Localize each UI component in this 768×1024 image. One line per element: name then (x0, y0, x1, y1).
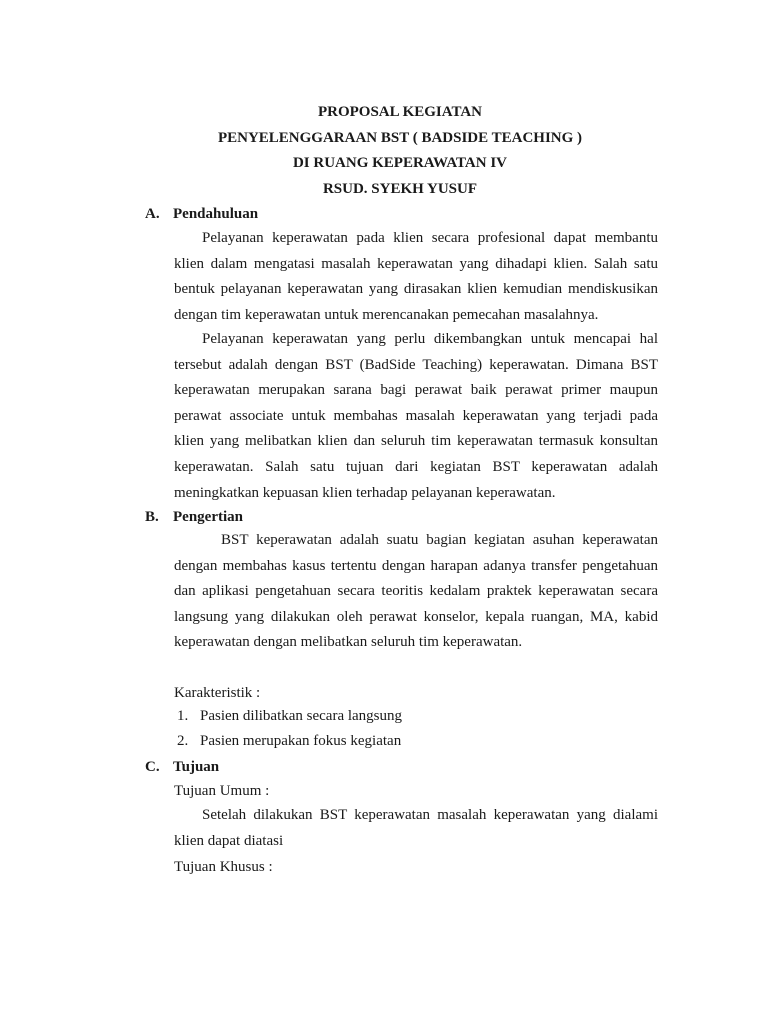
section-a-letter: A. (145, 206, 160, 222)
title-line-1: PROPOSAL KEGIATAN (317, 104, 483, 120)
list-item-text: Pasien dilibatkan secara langsung (200, 708, 403, 724)
tujuan-umum-label: Tujuan Umum : (174, 783, 270, 799)
section-b-title: Pengertian (173, 509, 243, 525)
section-b-paragraph-1: BST keperawatan adalah suatu bagian kegiatan asuhan keperawatan dengan membahas kasus tertentu dengan harapan adanya transfer pengetahuan dan aplikasi pengetahuan secara teoritis kedalam praktek keperawatan secara langsung yang dilakukan oleh perawat konselor, kepala ruangan, MA, kabid keperawatan dengan melibatkan seluruh tim keperawatan. (174, 532, 658, 651)
list-item (177, 707, 402, 725)
section-c-heading (145, 758, 219, 776)
section-b-letter: B. (145, 509, 159, 525)
section-a-heading (145, 205, 258, 223)
title-line-4: RSUD. SYEKH YUSUF (322, 181, 478, 197)
tujuan-khusus-label: Tujuan Khusus : (174, 859, 273, 875)
title-line-2: PENYELENGGARAAN BST ( BADSIDE TEACHING ) (217, 130, 583, 146)
list-item-text: Pasien merupakan fokus kegiatan (200, 733, 402, 749)
section-b-heading (145, 508, 243, 526)
section-c-paragraph-1: Setelah dilakukan BST keperawatan masalah keperawatan yang dialami klien dapat diatasi (174, 807, 658, 849)
section-a-paragraph-1: Pelayanan keperawatan pada klien secara profesional dapat membantu klien dalam mengatasi masalah keperawatan yang dihadapi klien. Salah satu bentuk pelayanan keperawatan yang dirasakan klien kemudian mendiskusikan dengan tim keperawatan untuk merencanakan pemecahan masalahnya. (174, 230, 658, 323)
section-c-title: Tujuan (173, 759, 220, 775)
list-item (177, 732, 401, 750)
section-a-paragraph-2: Pelayanan keperawatan yang perlu dikembangkan untuk mencapai hal tersebut adalah dengan BST (BadSide Teaching) keperawatan. Dimana BST keperawatan merupakan sarana bagi perawat baik perawat primer maupun perawat associate untuk membahas masalah keperawatan yang terjadi pada klien yang melibatkan klien dan seluruh tim keperawatan termasuk konsultan keperawatan. Salah satu tujuan dari kegiatan BST keperawatan adalah meningkatkan kepuasan klien terhadap pelayanan keperawatan. (174, 331, 658, 501)
section-a-title: Pendahuluan (173, 206, 259, 222)
section-c-letter: C. (145, 759, 160, 775)
title-line-3: DI RUANG KEPERAWATAN IV (292, 155, 508, 171)
list-item-number: 2. (177, 733, 189, 749)
list-item-number: 1. (177, 708, 189, 724)
karakteristik-label: Karakteristik : (174, 685, 261, 701)
